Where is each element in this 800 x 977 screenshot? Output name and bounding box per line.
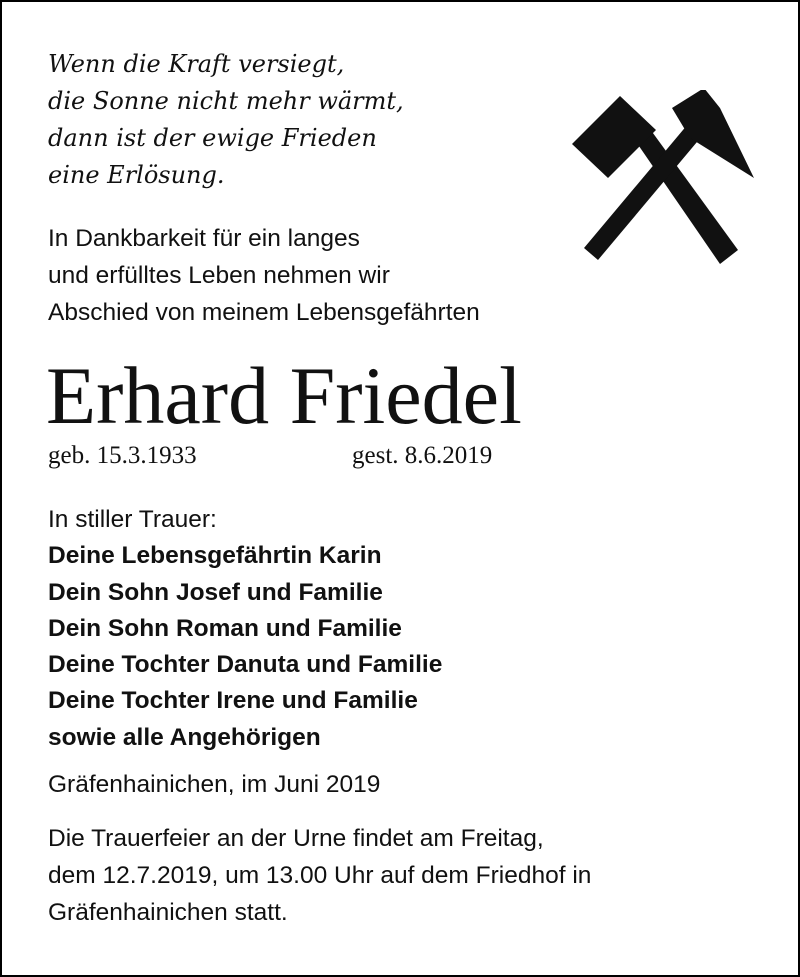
- birth-date: geb. 15.3.1933: [48, 442, 197, 469]
- mourners-heading: In stiller Trauer:: [48, 506, 217, 533]
- death-date: gest. 8.6.2019: [352, 442, 493, 469]
- mourner-entry: Deine Tochter Danuta und Familie: [48, 651, 443, 679]
- ceremony-line: dem 12.7.2019, um 13.00 Uhr auf dem Friedhof in: [48, 862, 592, 889]
- ceremony-info: [48, 820, 591, 931]
- poem-line: Wenn die Kraft versiegt,: [48, 50, 345, 78]
- mourner-entry: Dein Sohn Josef und Familie: [48, 578, 383, 606]
- intro-line: In Dankbarkeit für ein langes: [48, 225, 360, 252]
- mourners-section: [48, 502, 442, 756]
- mourner-entry: Dein Sohn Roman und Familie: [48, 614, 402, 642]
- mourners-list: [48, 538, 442, 756]
- place-and-date: Gräfenhainichen, im Juni 2019: [48, 771, 381, 798]
- life-dates: [48, 438, 493, 474]
- intro-line: und erfülltes Leben nehmen wir: [48, 262, 390, 289]
- intro-text: [48, 220, 480, 331]
- mourner-entry: Deine Tochter Irene und Familie: [48, 687, 418, 715]
- poem-line: eine Erlösung.: [48, 161, 225, 189]
- hammer-and-pick-icon: [570, 90, 754, 270]
- ceremony-line: Die Trauerfeier an der Urne findet am Freitag,: [48, 825, 544, 852]
- mourner-entry: sowie alle Angehörigen: [48, 723, 321, 751]
- poem-line: dann ist der ewige Frieden: [48, 124, 377, 152]
- mourner-entry: Deine Lebensgefährtin Karin: [48, 542, 382, 570]
- deceased-name: Erhard Friedel: [46, 350, 522, 441]
- intro-line: Abschied von meinem Lebensgefährten: [48, 299, 480, 326]
- poem: [48, 46, 404, 194]
- poem-line: die Sonne nicht mehr wärmt,: [48, 87, 404, 115]
- ceremony-line: Gräfenhainichen statt.: [48, 899, 288, 926]
